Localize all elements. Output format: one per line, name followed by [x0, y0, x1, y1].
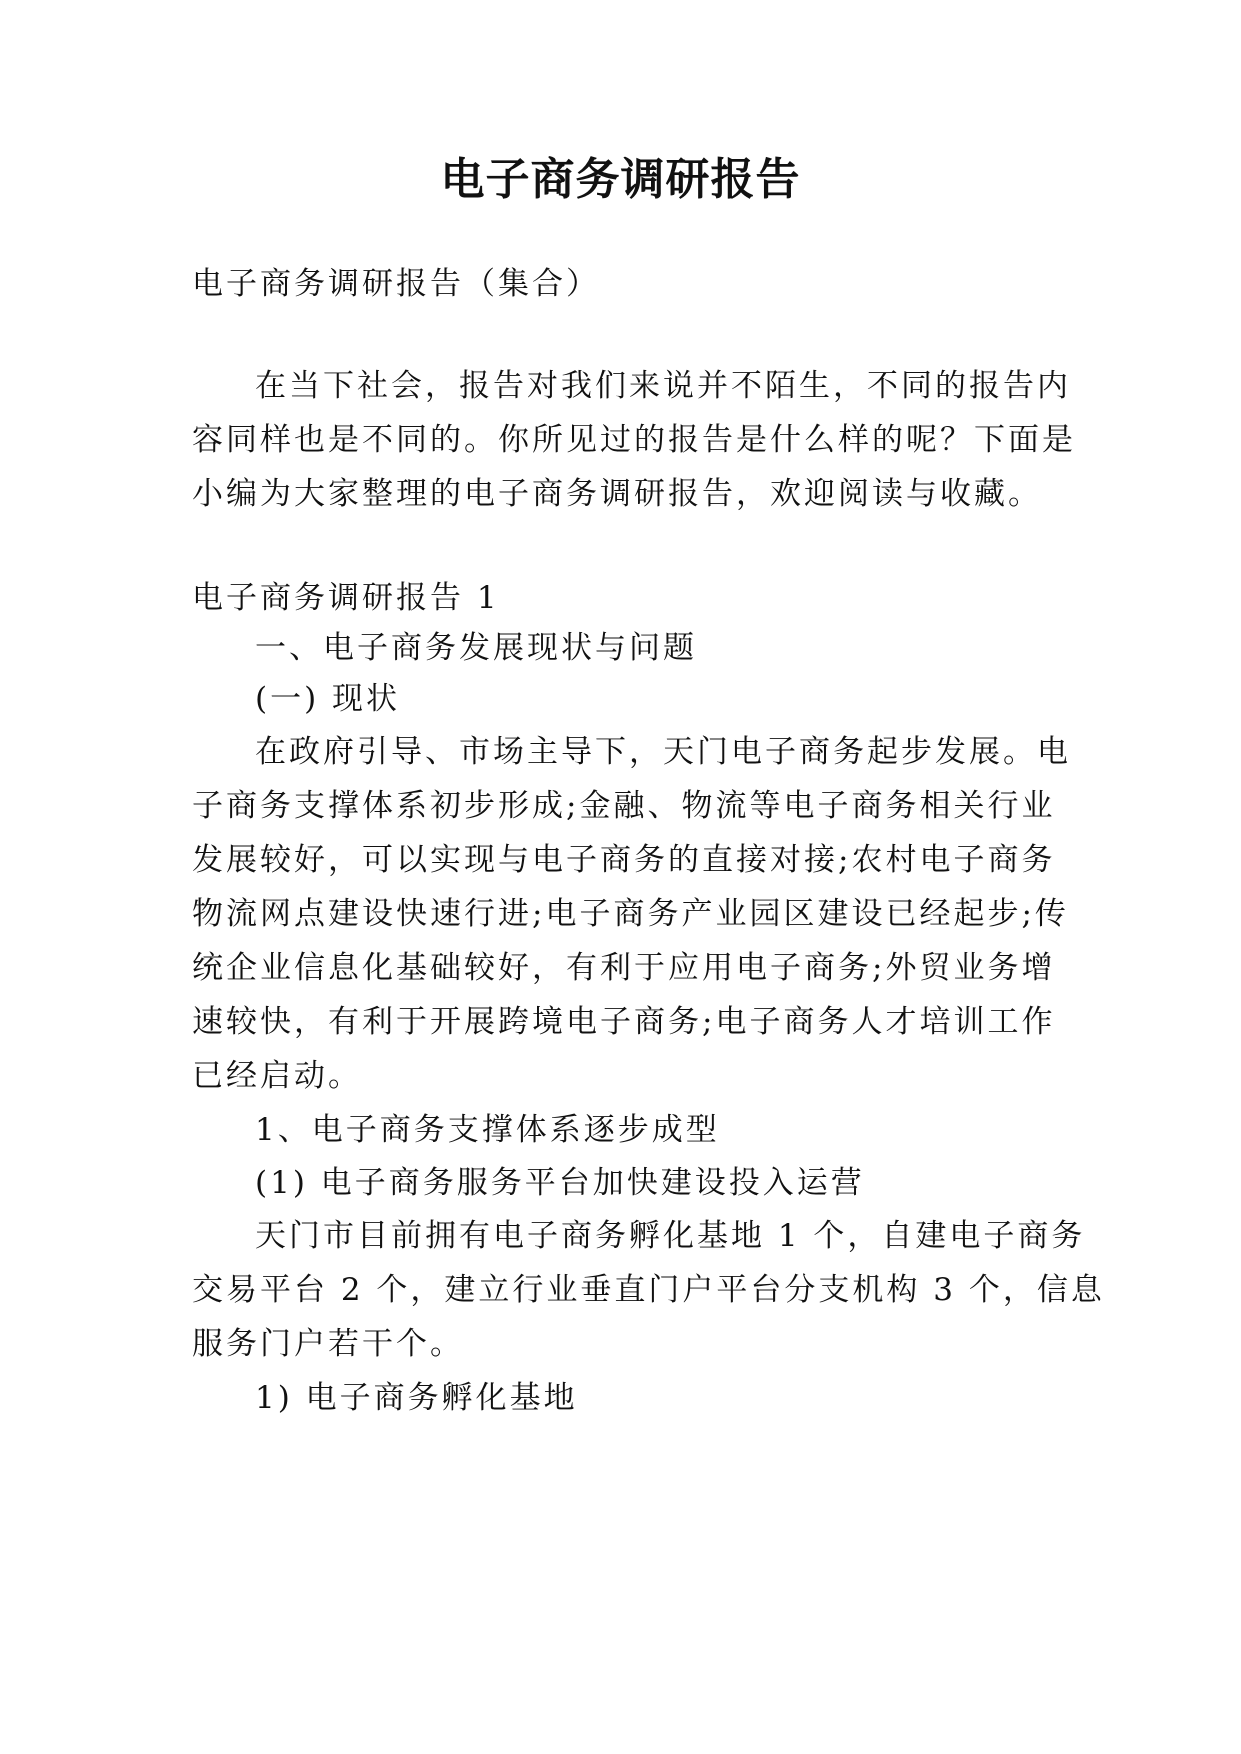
heading-level-1: 一、电子商务发展现状与问题 — [255, 630, 697, 666]
heading-level-4: (1) 电子商务服务平台加快建设投入运营 — [255, 1165, 865, 1201]
status-para-line-4: 物流网点建设快速行进;电子商务产业园区建设已经起步;传 — [192, 896, 1069, 932]
platform-para-line-3: 服务门户若干个。 — [192, 1326, 464, 1362]
status-para-line-5: 统企业信息化基础较好，有利于应用电子商务;外贸业务增 — [192, 950, 1056, 986]
intro-line-1: 在当下社会，报告对我们来说并不陌生，不同的报告内 — [255, 368, 1071, 404]
status-para-line-6: 速较快，有利于开展跨境电子商务;电子商务人才培训工作 — [192, 1004, 1056, 1040]
heading-level-3: 1、电子商务支撑体系逐步成型 — [255, 1112, 720, 1148]
status-para-line-3: 发展较好，可以实现与电子商务的直接对接;农村电子商务 — [192, 842, 1056, 878]
status-para-line-1: 在政府引导、市场主导下，天门电子商务起步发展。电 — [255, 734, 1071, 770]
platform-para-line-1: 天门市目前拥有电子商务孵化基地 1 个，自建电子商务 — [255, 1218, 1086, 1254]
intro-line-3: 小编为大家整理的电子商务调研报告，欢迎阅读与收藏。 — [192, 476, 1042, 512]
intro-line-2: 容同样也是不同的。你所见过的报告是什么样的呢？下面是 — [192, 422, 1076, 458]
status-para-line-2: 子商务支撑体系初步形成;金融、物流等电子商务相关行业 — [192, 788, 1056, 824]
heading-level-2: (一) 现状 — [255, 681, 401, 717]
platform-para-line-2: 交易平台 2 个，建立行业垂直门户平台分支机构 3 个，信息 — [192, 1272, 1105, 1308]
status-para-line-7: 已经启动。 — [192, 1058, 362, 1094]
heading-level-5: 1) 电子商务孵化基地 — [255, 1380, 578, 1416]
document-title: 电子商务调研报告 — [440, 154, 801, 205]
document-subtitle: 电子商务调研报告（集合） — [192, 266, 600, 302]
section-heading: 电子商务调研报告 1 — [192, 580, 500, 616]
